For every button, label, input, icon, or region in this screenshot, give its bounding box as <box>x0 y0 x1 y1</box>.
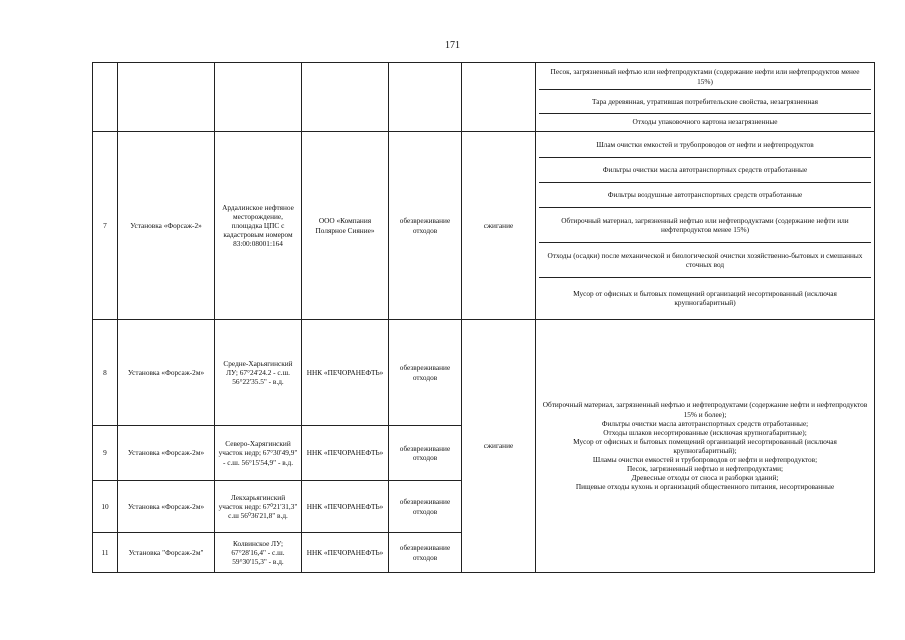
facility-name: Установка «Форсаж-2м» <box>118 481 215 533</box>
facility-name: Установка «Форсаж-2м» <box>118 426 215 481</box>
table-row <box>93 132 875 320</box>
row-number: 9 <box>93 426 118 481</box>
facility-purpose: обезвреживание отходов <box>389 132 462 320</box>
waste-item: Фильтры воздушные автотранспортных средств отработанные <box>539 183 871 208</box>
waste-item: Мусор от офисных и бытовых помещений организаций несортированный (исключая крупногабаритный) <box>573 288 837 307</box>
facility-method <box>462 63 536 132</box>
facility-operator <box>302 63 389 132</box>
waste-item: Шлам очистки емкостей и трубопроводов от нефти и нефтепродуктов <box>539 133 871 158</box>
facility-name: Установка «Форсаж-2» <box>118 132 215 320</box>
facility-name: Установка "Форсаж-2м" <box>118 533 215 573</box>
facility-operator: ООО «Компания Полярное Сияние» <box>302 132 389 320</box>
row-number <box>93 63 118 132</box>
waste-item: Фильтры очистки масла автотранспортных средств отработанные <box>539 158 871 183</box>
row-number: 8 <box>93 320 118 426</box>
facility-location <box>215 63 302 132</box>
waste-item: Отходы (осадки) после механической и биологической очистки хозяйственно-бытовых и смешанных сточных вод <box>539 243 871 278</box>
waste-item: Песок, загрязненный нефтью или нефтепродуктами (содержание нефти или нефтепродуктов менее 15%) <box>539 64 871 90</box>
facility-method: сжигание <box>462 132 536 320</box>
waste-item: Тара деревянная, утратившая потребительские свойства, незагрязненная <box>539 90 871 114</box>
row-number: 11 <box>93 533 118 573</box>
facility-name <box>118 63 215 132</box>
waste-list <box>536 63 875 132</box>
table-row <box>93 63 875 132</box>
waste-list <box>536 132 875 320</box>
facility-location: Ардалинское нефтяное месторождение, площадка ЦПС с кадастровым номером 83:00:08001:164 <box>215 132 302 320</box>
waste-item: Обтирочный материал, загрязненный нефтью или нефтепродуктами (содержание нефти или нефтепродуктов менее 15%) <box>539 208 871 243</box>
facility-operator: ННК «ПЕЧОРАНЕФТЬ» <box>302 481 389 533</box>
facility-purpose: обезвреживание отходов <box>389 481 462 533</box>
table-row <box>93 320 875 426</box>
facility-purpose: обезвреживание отходов <box>389 533 462 573</box>
facility-purpose: обезвреживание отходов <box>389 426 462 481</box>
facility-operator: ННК «ПЕЧОРАНЕФТЬ» <box>302 426 389 481</box>
facility-name: Установка «Форсаж-2м» <box>118 320 215 426</box>
facility-location: Колвинское ЛУ; 67°28'16,4" - с.ш. 59°30'15,3" - в.д. <box>215 533 302 573</box>
waste-item: Отходы упаковочного картона незагрязненные <box>632 117 778 127</box>
facility-operator: ННК «ПЕЧОРАНЕФТЬ» <box>302 320 389 426</box>
row-number: 10 <box>93 481 118 533</box>
facility-location: Лекхарьягинский участок недр: 67⁰21'31,3" с.ш 56⁰36'21,8" в.д. <box>215 481 302 533</box>
row-number: 7 <box>93 132 118 320</box>
facility-location: Северо-Харягинский участок недр; 67°30'49,9" - с.ш. 56°15'54,9" - в.д. <box>215 426 302 481</box>
page-number: 171 <box>445 40 460 51</box>
facility-purpose: обезвреживание отходов <box>389 320 462 426</box>
facilities-table <box>92 62 875 573</box>
waste-list: Обтирочный материал, загрязненный нефтью и нефтепродуктами (содержание нефти и нефтепродуктов 15% и более); Фильтры очистки масла автотранспортных средств отработанные; Отходы шлаков несортированные (исключая крупногабаритные); Мусор от офисных и бытовых помещений организаций несортированный (исключая крупногабаритный); Шламы очистки емкостей и трубопроводов от нефти и нефтепродуктов; Песок, загрязненный нефтью и нефтепродуктами; Древесные отходы от сноса и разборки зданий; Пищевые отходы кухонь и организаций общественного питания, несортированные <box>536 320 875 573</box>
facility-operator: ННК «ПЕЧОРАНЕФТЬ» <box>302 533 389 573</box>
facility-location: Средне-Харьягинский ЛУ; 67°24'24.2 - с.ш. 56°22'35.5" - в.д. <box>215 320 302 426</box>
facility-purpose <box>389 63 462 132</box>
facility-method: сжигание <box>462 320 536 573</box>
